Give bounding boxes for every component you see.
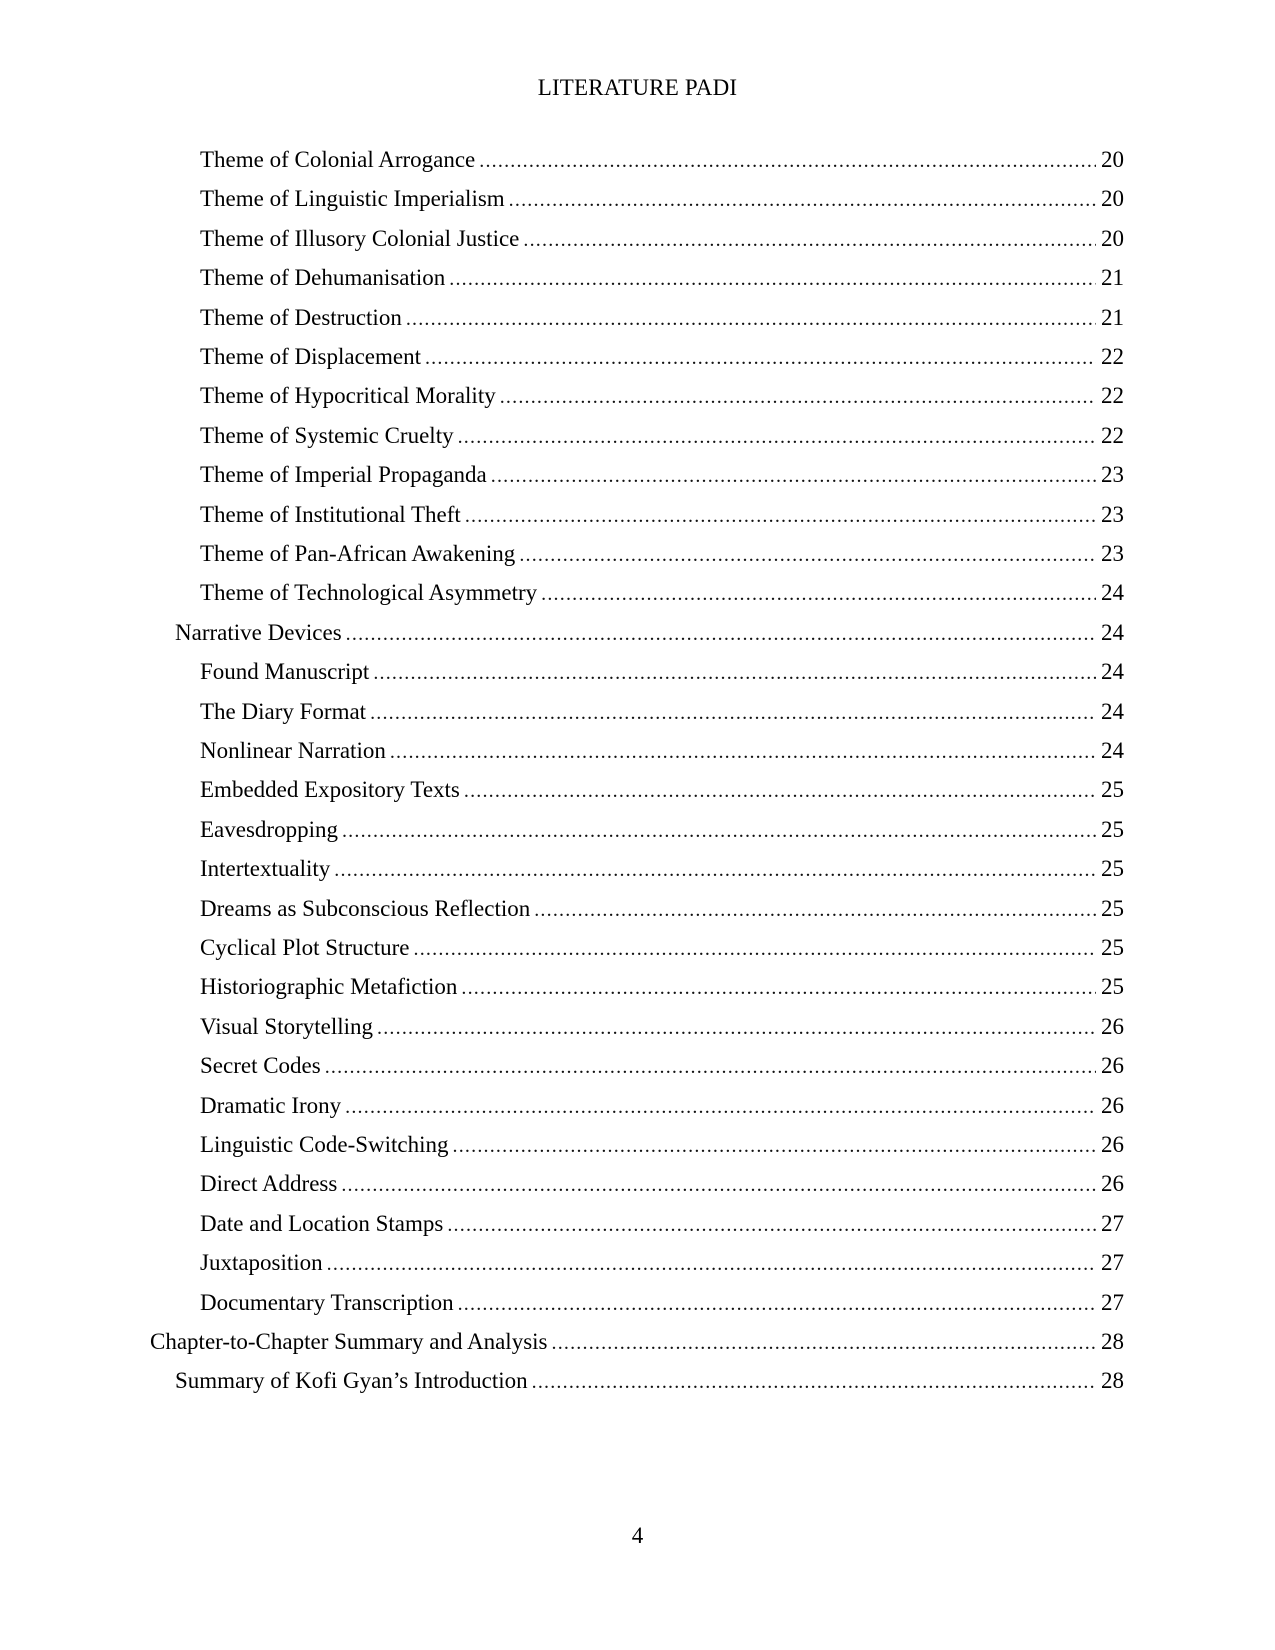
toc-entry-title: Summary of Kofi Gyan’s Introduction	[175, 1368, 528, 1393]
toc-entry[interactable]	[200, 972, 1124, 1002]
toc-dot-leader	[346, 619, 1096, 649]
toc-entry-title: Dreams as Subconscious Reflection	[200, 896, 531, 921]
toc-entry-page: 23	[1101, 541, 1124, 566]
toc-entry-title: Theme of Imperial Propaganda	[200, 462, 487, 487]
toc-dot-leader	[425, 343, 1096, 373]
toc-dot-leader	[464, 776, 1096, 806]
toc-dot-leader	[458, 422, 1096, 452]
toc-dot-leader	[519, 540, 1096, 570]
toc-entry-page: 26	[1101, 1053, 1124, 1078]
toc-entry[interactable]	[200, 1169, 1124, 1199]
toc-dot-leader	[370, 698, 1096, 728]
toc-entry-page: 27	[1101, 1250, 1124, 1275]
toc-entry-page: 26	[1101, 1093, 1124, 1118]
toc-entry[interactable]	[200, 815, 1124, 845]
toc-entry-page: 28	[1101, 1368, 1124, 1393]
toc-entry[interactable]	[200, 1012, 1124, 1042]
toc-dot-leader	[552, 1328, 1097, 1358]
toc-entry[interactable]	[200, 894, 1124, 924]
toc-entry-title: The Diary Format	[200, 699, 367, 724]
toc-entry-page: 24	[1101, 738, 1124, 763]
toc-entry-title: Direct Address	[200, 1171, 338, 1196]
toc-entry[interactable]	[200, 854, 1124, 884]
toc-entry-title: Eavesdropping	[200, 817, 338, 842]
toc-entry-page: 22	[1101, 383, 1124, 408]
toc-entry-title: Embedded Expository Texts	[200, 777, 460, 802]
toc-dot-leader	[447, 1210, 1096, 1240]
toc-entry-page: 22	[1101, 344, 1124, 369]
toc-dot-leader	[541, 579, 1096, 609]
toc-entry-title: Theme of Illusory Colonial Justice	[200, 226, 520, 251]
toc-entry[interactable]	[200, 1130, 1124, 1160]
toc-entry-title: Found Manuscript	[200, 659, 370, 684]
toc-entry-title: Date and Location Stamps	[200, 1211, 444, 1236]
toc-dot-leader	[461, 973, 1096, 1003]
toc-entry[interactable]	[175, 618, 1124, 648]
toc-dot-leader	[334, 855, 1096, 885]
toc-entry-title: Chapter-to-Chapter Summary and Analysis	[150, 1329, 548, 1354]
toc-dot-leader	[390, 737, 1096, 767]
toc-entry-title: Theme of Institutional Theft	[200, 502, 461, 527]
toc-entry[interactable]	[200, 697, 1124, 727]
toc-entry-page: 25	[1101, 935, 1124, 960]
toc-entry-title: Nonlinear Narration	[200, 738, 386, 763]
toc-entry-page: 24	[1101, 659, 1124, 684]
toc-entry-page: 22	[1101, 423, 1124, 448]
toc-entry-page: 21	[1101, 305, 1124, 330]
toc-dot-leader	[500, 382, 1096, 412]
toc-entry-page: 20	[1101, 147, 1124, 172]
toc-entry[interactable]	[200, 500, 1124, 530]
toc-entry-title: Cyclical Plot Structure	[200, 935, 410, 960]
toc-entry-page: 21	[1101, 265, 1124, 290]
toc-entry[interactable]	[200, 657, 1124, 687]
toc-entry-page: 23	[1101, 462, 1124, 487]
toc-dot-leader	[465, 501, 1096, 531]
toc-entry-page: 24	[1101, 699, 1124, 724]
toc-entry-title: Theme of Displacement	[200, 344, 421, 369]
toc-entry-title: Theme of Technological Asymmetry	[200, 580, 538, 605]
toc-dot-leader	[479, 146, 1096, 176]
toc-dot-leader	[523, 225, 1096, 255]
toc-entry-page: 25	[1101, 777, 1124, 802]
toc-entry[interactable]	[200, 539, 1124, 569]
toc-entry-page: 25	[1101, 817, 1124, 842]
toc-dot-leader	[406, 304, 1096, 334]
toc-entry-title: Theme of Systemic Cruelty	[200, 423, 454, 448]
toc-entry-title: Theme of Dehumanisation	[200, 265, 446, 290]
toc-entry-page: 20	[1101, 186, 1124, 211]
toc-entry[interactable]	[200, 184, 1124, 214]
running-header: LITERATURE PADI	[537, 75, 738, 100]
toc-entry[interactable]	[200, 578, 1124, 608]
toc-dot-leader	[453, 1131, 1096, 1161]
toc-entry-page: 27	[1101, 1211, 1124, 1236]
toc-entry[interactable]	[200, 145, 1124, 175]
toc-entry-title: Theme of Destruction	[200, 305, 402, 330]
toc-dot-leader	[325, 1052, 1096, 1082]
toc-entry[interactable]	[200, 736, 1124, 766]
toc-entry-page: 24	[1101, 620, 1124, 645]
toc-dot-leader	[327, 1249, 1096, 1279]
toc-entry-page: 25	[1101, 856, 1124, 881]
toc-entry-page: 26	[1101, 1014, 1124, 1039]
toc-entry-page: 20	[1101, 226, 1124, 251]
toc-entry-page: 28	[1101, 1329, 1124, 1354]
toc-entry[interactable]	[150, 1327, 1124, 1357]
toc-entry-title: Theme of Pan-African Awakening	[200, 541, 516, 566]
toc-entry[interactable]	[200, 303, 1124, 333]
toc-entry-title: Linguistic Code-Switching	[200, 1132, 449, 1157]
toc-dot-leader	[534, 895, 1096, 925]
toc-entry-title: Intertextuality	[200, 856, 331, 881]
toc-dot-leader	[342, 816, 1096, 846]
toc-entry[interactable]	[200, 421, 1124, 451]
toc-entry[interactable]	[200, 263, 1124, 293]
page-number: 4	[631, 1523, 644, 1548]
toc-entry-title: Secret Codes	[200, 1053, 321, 1078]
toc-entry[interactable]	[200, 342, 1124, 372]
toc-entry[interactable]	[200, 460, 1124, 490]
toc-dot-leader	[509, 185, 1096, 215]
toc-entry-title: Theme of Colonial Arrogance	[200, 147, 476, 172]
toc-entry-page: 26	[1101, 1171, 1124, 1196]
toc-dot-leader	[532, 1367, 1096, 1397]
toc-dot-leader	[491, 461, 1096, 491]
toc-dot-leader	[345, 1092, 1096, 1122]
toc-entry-page: 23	[1101, 502, 1124, 527]
toc-dot-leader	[373, 658, 1096, 688]
toc-entry[interactable]	[200, 1248, 1124, 1278]
toc-entry-page: 26	[1101, 1132, 1124, 1157]
toc-entry-title: Documentary Transcription	[200, 1290, 454, 1315]
toc-entry-title: Juxtaposition	[200, 1250, 323, 1275]
toc-dot-leader	[449, 264, 1096, 294]
toc-entry-title: Historiographic Metafiction	[200, 974, 458, 999]
toc-entry[interactable]	[200, 775, 1124, 805]
toc-entry[interactable]	[200, 1051, 1124, 1081]
toc-dot-leader	[341, 1170, 1096, 1200]
toc-entry-page: 27	[1101, 1290, 1124, 1315]
toc-entry-title: Narrative Devices	[175, 620, 342, 645]
toc-entry-title: Theme of Linguistic Imperialism	[200, 186, 505, 211]
toc-entry-title: Theme of Hypocritical Morality	[200, 383, 496, 408]
toc-entry[interactable]	[200, 1091, 1124, 1121]
toc-entry[interactable]	[200, 933, 1124, 963]
toc-entry[interactable]	[200, 381, 1124, 411]
toc-entry-title: Visual Storytelling	[200, 1014, 374, 1039]
toc-entry[interactable]	[200, 1288, 1124, 1318]
toc-entry-page: 24	[1101, 580, 1124, 605]
toc-entry[interactable]	[200, 1209, 1124, 1239]
toc-entry-title: Dramatic Irony	[200, 1093, 342, 1118]
toc-dot-leader	[414, 934, 1096, 964]
toc-dot-leader	[458, 1289, 1096, 1319]
toc-dot-leader	[377, 1013, 1096, 1043]
toc-entry[interactable]	[200, 224, 1124, 254]
toc-entry-page: 25	[1101, 974, 1124, 999]
toc-entry-page: 25	[1101, 896, 1124, 921]
toc-entry[interactable]	[175, 1366, 1124, 1396]
